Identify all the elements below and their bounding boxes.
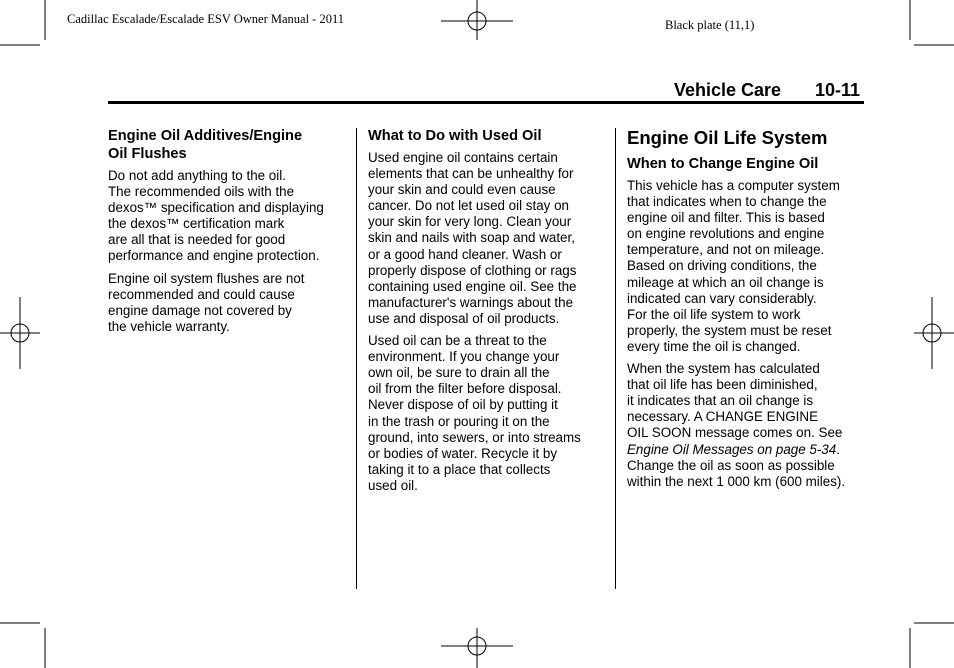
section-title: Vehicle Care bbox=[674, 80, 782, 100]
used-oil-heading: What to Do with Used Oil bbox=[368, 128, 542, 144]
additives-paragraph-1: Do not add anything to the oil. The recommended oils with the dexos™ specification and displaying the dexos™ certification mark are all that is needed for good performance and engine protection. bbox=[108, 168, 324, 264]
used-oil-paragraph-2: Used oil can be a threat to the environment. If you change your own oil, be sure to drain all the oil from the filter before disposal. Never dispose of oil by putting it in the trash or pouring it on the ground, into sewers, or into streams or bodies of water. Recycle it by taking it to a place that collects used oil. bbox=[368, 333, 581, 493]
plate-label: Black plate (11,1) bbox=[665, 18, 755, 32]
engine-oil-messages-link[interactable]: Engine Oil Messages on page 5-34 bbox=[627, 441, 837, 457]
column-3 bbox=[627, 127, 865, 496]
header-rule bbox=[108, 101, 864, 104]
column-divider bbox=[615, 128, 616, 589]
column-divider bbox=[356, 128, 357, 589]
page-number: 10-11 bbox=[815, 80, 861, 100]
when-to-change-heading: When to Change Engine Oil bbox=[627, 156, 819, 172]
additives-heading: Engine Oil Additives/Engine Oil Flushes bbox=[108, 128, 303, 162]
oil-life-paragraph-2: When the system has calculated that oil life has been diminished, it indicates that an oil change is necessary. A CHANGE ENGINE OIL SOON message comes on. See Engine Oil Messages on page 5-34. Change the oil as soon as possible within the next 1 000 km (600 miles). bbox=[627, 361, 846, 489]
column-1 bbox=[108, 127, 348, 341]
manual-title: Cadillac Escalade/Escalade ESV Owner Manual - 2011 bbox=[67, 12, 344, 26]
column-2 bbox=[368, 127, 604, 500]
oil-life-paragraph-1: This vehicle has a computer system that indicates when to change the engine oil and filter. This is based on engine revolutions and engine temperature, and not on mileage. Based on driving conditions, the mileage at which an oil change is indicated can vary considerably. For the oil life system to work properly, the system must be reset every time the oil is changed. bbox=[627, 178, 840, 354]
additives-paragraph-2: Engine oil system flushes are not recommended and could cause engine damage not covered by the vehicle warranty. bbox=[108, 270, 305, 334]
used-oil-paragraph-1: Used engine oil contains certain elements that can be unhealthy for your skin and could even cause cancer. Do not let used oil stay on your skin for very long. Clean your skin and nails with soap and water, or a good hand cleaner. Wash or properly dispose of clothing or rags containing used engine oil. See the manufacturer's warnings about the use and disposal of oil products. bbox=[368, 150, 577, 326]
oil-life-system-title: Engine Oil Life System bbox=[627, 127, 828, 148]
